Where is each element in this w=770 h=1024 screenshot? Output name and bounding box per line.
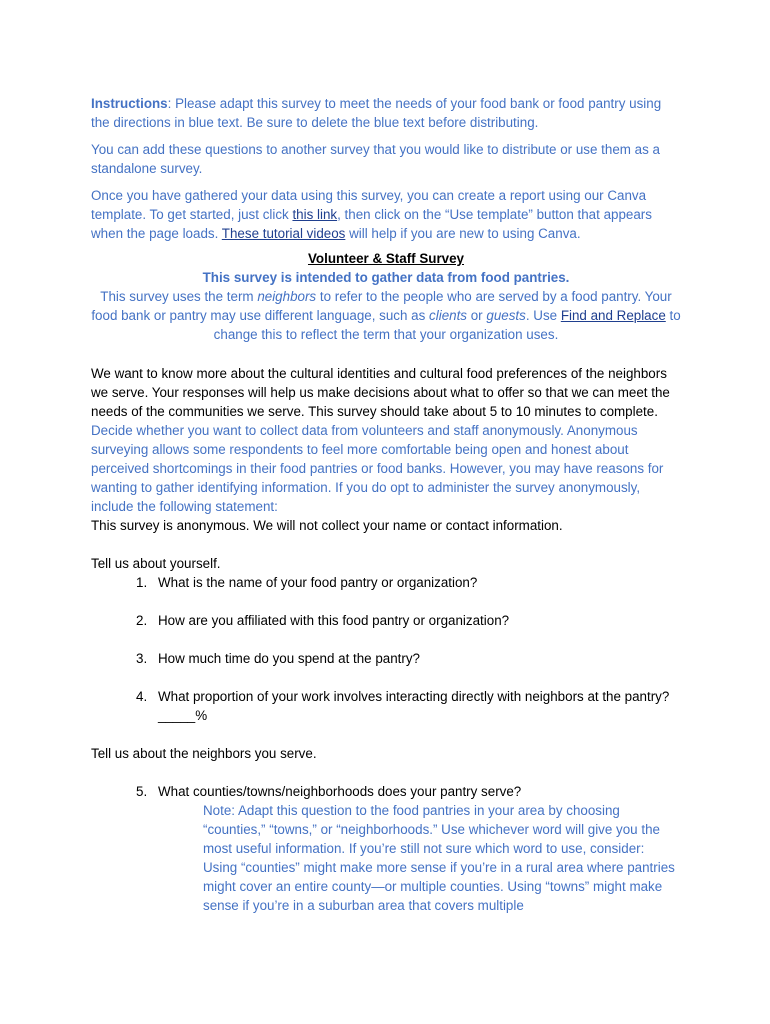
- tutorial-videos-link[interactable]: These tutorial videos: [221, 226, 346, 241]
- document-page: [91, 94, 681, 915]
- question-number: 5.: [136, 784, 148, 799]
- term-or: or: [467, 308, 487, 323]
- instructions-text: : Please adapt this survey to meet the needs of your food bank or food pantry using the directions in blue text. Be sure to delete the blue text before distributing.: [91, 96, 662, 130]
- canva-report-paragraph: [91, 186, 681, 243]
- question-text: How are you affiliated with this food pantry or organization?: [158, 613, 510, 628]
- question-number: 2.: [136, 613, 148, 628]
- report-text-2: , then click on the “Use template” button that appears when the page loads.: [91, 207, 652, 241]
- anonymity-note: Decide whether you want to collect data from volunteers and staff anonymously. Anonymous surveying allows some respondents to feel more comfortable being open and honest about perceived shortcomings in their food pantries or food banks. However, you may have reasons for wanting to gather identifying information. If you do opt to administer the survey anonymously, include the following statement:: [91, 423, 664, 514]
- this-link[interactable]: this link: [292, 207, 338, 222]
- question-text: How much time do you spend at the pantry?: [158, 651, 421, 666]
- section-heading-yourself: Tell us about yourself.: [91, 556, 221, 571]
- instructions-label: Instructions: [91, 96, 168, 111]
- instructions-paragraph: [91, 94, 681, 132]
- questions-list-2: [91, 782, 681, 801]
- question-number: 1.: [136, 575, 148, 590]
- report-text-1: Once you have gathered your data using this survey, you can create a report using our Canva template. To get started, just click: [91, 188, 647, 222]
- term-text-1: This survey uses the term: [100, 289, 258, 304]
- report-text-3: will help if you are new to using Canva.: [345, 226, 581, 241]
- question-text: What counties/towns/neighborhoods does your pantry serve?: [158, 784, 522, 799]
- term-neighbors: neighbors: [257, 289, 317, 304]
- question-number: 3.: [136, 651, 148, 666]
- survey-intro: We want to know more about the cultural identities and cultural food preferences of the neighbors we serve. Your responses will help us make decisions about what to offer so that we can meet the needs of the communities we serve. This survey should take about 5 to 10 minutes to complete.: [91, 366, 670, 419]
- question-item: [91, 611, 681, 630]
- term-clients: clients: [429, 308, 468, 323]
- question-item: [91, 573, 681, 592]
- term-text-2: to refer to the people who are served by a food pantry. Your food bank or pantry may use different language, such as: [91, 289, 672, 323]
- questions-list-1: [91, 573, 681, 725]
- term-text-4: to change this to reflect the term that your organization uses.: [213, 308, 681, 342]
- anonymity-statement: This survey is anonymous. We will not collect your name or contact information.: [91, 518, 563, 533]
- question-item: [91, 782, 681, 801]
- term-guests: guests: [486, 308, 526, 323]
- question-text: What is the name of your food pantry or organization?: [158, 575, 478, 590]
- question-number: 4.: [136, 689, 148, 704]
- survey-intended-note: This survey is intended to gather data from food pantries.: [202, 270, 570, 285]
- survey-title: Volunteer & Staff Survey: [307, 251, 464, 266]
- term-text-3: . Use: [525, 308, 561, 323]
- add-questions-paragraph: You can add these questions to another survey that you would like to distribute or use them as a standalone survey.: [91, 142, 660, 176]
- find-and-replace-link[interactable]: Find and Replace: [560, 308, 666, 323]
- neighbors-term-note: [91, 287, 681, 344]
- question-text: What proportion of your work involves interacting directly with neighbors at the pantry? _____%: [158, 689, 670, 723]
- section-heading-neighbors: Tell us about the neighbors you serve.: [91, 746, 317, 761]
- question-item: [91, 649, 681, 668]
- question-5-note: Note: Adapt this question to the food pantries in your area by choosing “counties,” “towns,” or “neighborhoods.” Use whichever word will give you the most useful information. If you’re still not sure which word to use, consider: Using “counties” might make more sense if you’re in a rural area where pantries might cover an entire county—or multiple counties. Using “towns” might make sense if you’re in a suburban area that covers multiple: [203, 803, 675, 913]
- question-item: [91, 687, 681, 725]
